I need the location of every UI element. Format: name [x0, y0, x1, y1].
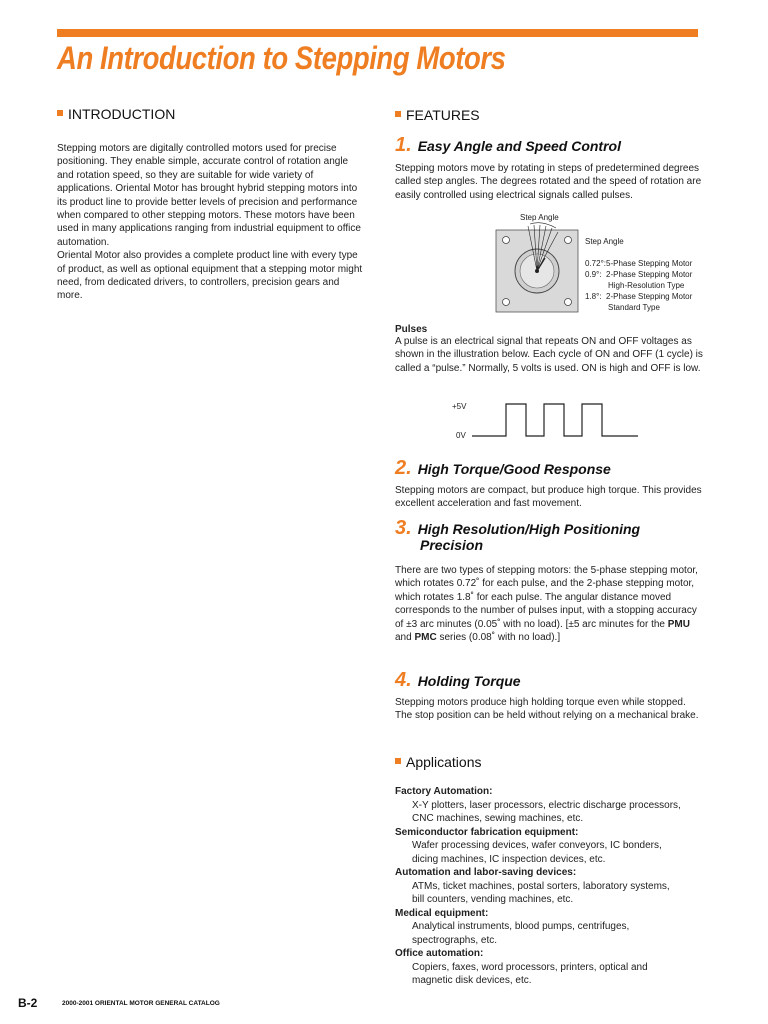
application-category: Semiconductor fabrication equipment: Wafer processing devices, wafer conveyors, IC bonders, dicing machines, IC inspection devices, etc.	[395, 826, 662, 865]
stepping-motor-diagram	[490, 208, 730, 320]
page-number: B-2	[18, 996, 38, 1010]
applications-heading: Applications	[395, 754, 482, 770]
pulses-text: A pulse is an electrical signal that repeats ON and OFF voltages as shown in the illustration below. Each cycle of ON and OFF (1 cycle) is called a “pulse.” Normally, 5 volts is used. ON is high and OFF is low.	[395, 336, 703, 374]
feature-3-text: There are two types of stepping motors: the 5-phase stepping motor, which rotates 0.72˚ for each pulse, and the 2-phase stepping motor, which rotates 1.8˚ for each pulse. The angular distance moved corresponds to the number of pulses input, with a stopping accuracy of ±3 arc minutes (0.05˚ with no load). [±5 arc minutes for the PMU and PMC series (0.08˚ with no load).]	[395, 565, 698, 644]
introduction-paragraph-2: Oriental Motor also provides a complete product line with every type of product, as well as optional equipment that a stepping motor might need, from dedicated drivers, to controllers, precision gears and more.	[57, 250, 363, 302]
mounting-hole	[565, 299, 572, 306]
diagram-step-angle-side-label: Step Angle	[585, 237, 624, 246]
pmc-series: PMC	[414, 632, 437, 644]
diagram-row2-desc: 2-Phase Stepping Motor	[606, 270, 693, 279]
feature-4-text: Stepping motors produce high holding torque even while stopped. The stop position can be held without relying on a mechanical brake.	[395, 697, 699, 722]
pulse-low-label: 0V	[456, 431, 466, 440]
title-accent-bar	[57, 29, 698, 37]
page-title: An Introduction to Stepping Motors	[57, 40, 506, 76]
introduction-heading: INTRODUCTION	[57, 106, 175, 122]
feature-4-title: 4. Holding Torque	[395, 669, 521, 691]
diagram-row1-desc: 5-Phase Stepping Motor	[606, 259, 693, 268]
feature-2-title: 2. High Torque/Good Response	[395, 457, 611, 479]
mounting-hole	[503, 299, 510, 306]
diagram-row3-desc: 2-Phase Stepping Motor	[606, 292, 693, 301]
application-category: Factory Automation: X-Y plotters, laser processors, electric discharge processors, CNC machines, sewing machines, etc.	[395, 786, 681, 824]
diagram-row2-value: 0.9°:	[585, 270, 602, 279]
introduction-body	[57, 142, 363, 303]
pulses-section	[395, 324, 705, 375]
mounting-hole	[565, 237, 572, 244]
feature-1-title: 1. Easy Angle and Speed Control	[395, 134, 621, 156]
pmu-series: PMU	[667, 618, 690, 630]
diagram-row3-desc2: Standard Type	[608, 303, 660, 312]
application-category: Office automation: Copiers, faxes, word processors, printers, optical and magnetic disk devices, etc.	[395, 948, 648, 986]
pulse-waveform-diagram	[448, 398, 648, 444]
features-heading: FEATURES	[395, 107, 480, 123]
feature-3-title: 3. High Resolution/High Positioning Precision	[395, 517, 641, 553]
feature-1-text: Stepping motors move by rotating in steps of predetermined degrees called step angles. The degrees rotated and the speed of rotation are easily controlled using electrical signals called pulses.	[395, 163, 702, 201]
feature-2-text: Stepping motors are compact, but produce high torque. This provides excellent acceleration and fast movement.	[395, 485, 702, 510]
application-category: Automation and labor-saving devices: ATMs, ticket machines, postal sorters, laboratory systems, bill counters, vending machines, etc.	[395, 867, 670, 905]
diagram-step-angle-top-label: Step Angle	[520, 213, 559, 222]
catalog-footer: 2000-2001 ORIENTAL MOTOR GENERAL CATALOG	[62, 1000, 220, 1007]
diagram-row3-value: 1.8°:	[585, 292, 602, 301]
application-category: Medical equipment: Analytical instruments, blood pumps, centrifuges, spectrographs, etc.	[395, 907, 630, 946]
diagram-row2-desc2: High-Resolution Type	[608, 281, 685, 290]
pulses-heading: Pulses	[395, 324, 428, 335]
bullet-square-icon	[57, 110, 63, 116]
pulse-high-label: +5V	[452, 402, 467, 411]
diagram-row1-value: 0.72°:	[585, 259, 606, 268]
mounting-hole	[503, 237, 510, 244]
pulse-waveform-line	[472, 404, 638, 436]
bullet-square-icon	[395, 111, 401, 117]
applications-list	[395, 785, 705, 988]
introduction-paragraph-1: Stepping motors are digitally controlled motors used for precise positioning. They enable simple, accurate control of rotation angle and rotation speed, so they are suitable for wide variety of applications. Oriental Motor has brought hybrid stepping motors into its product line to provide better levels of precision and performance when compared to other stepping motors. These motors have been used in many applications ranging from industrial equipment to office automation.	[57, 143, 361, 248]
bullet-square-icon	[395, 758, 401, 764]
